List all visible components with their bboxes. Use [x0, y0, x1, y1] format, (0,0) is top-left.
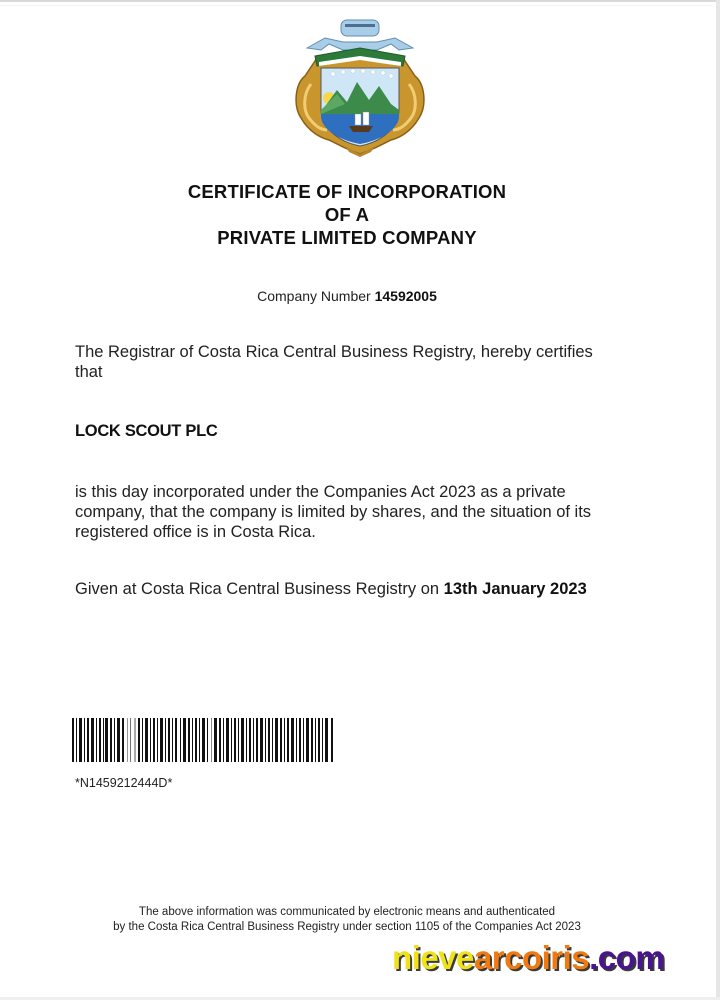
company-name: LOCK SCOUT PLC: [75, 422, 218, 440]
given-at-text: Given at Costa Rica Central Business Registry on: [75, 580, 440, 598]
given-date: 13th January 2023: [443, 580, 587, 598]
watermark-part-2: arcoiris: [473, 939, 590, 976]
page-border-top-inner: [0, 5, 712, 6]
watermark-part-3: .com: [589, 939, 665, 976]
incorporation-paragraph: [75, 482, 635, 542]
certificate-title-line-3: PRIVATE LIMITED COMPANY: [217, 227, 477, 248]
watermark-logo: [392, 939, 664, 977]
footer-note: [0, 905, 694, 935]
page-border-right: [716, 0, 720, 1000]
certify-paragraph: [75, 342, 635, 382]
certificate-title-line-1: CERTIFICATE OF INCORPORATION: [187, 181, 507, 202]
barcode-text: *N1459212444D*: [75, 776, 173, 790]
certify-line-1: The Registrar of Costa Rica Central Business Registry, hereby certifies: [75, 343, 593, 361]
barcode-icon: [72, 718, 334, 762]
company-number-label: Company Number: [257, 288, 371, 304]
coat-of-arms-icon: [285, 14, 435, 158]
footer-line-2: by the Costa Rica Central Business Registry under section 1105 of the Companies Act 2023: [113, 921, 581, 933]
incorporation-line-1: is this day incorporated under the Companies Act 2023 as a private: [75, 483, 566, 501]
company-number-value: 14592005: [374, 288, 437, 304]
footer-line-1: The above information was communicated by electronic means and authenticated: [138, 906, 556, 918]
certify-line-2: that: [75, 363, 103, 381]
incorporation-line-3: registered office is in Costa Rica.: [75, 523, 316, 541]
certificate-title-line-2: OF A: [324, 204, 370, 225]
given-at-line: [75, 579, 635, 599]
company-number-line: [0, 288, 694, 304]
watermark-part-1: nieve: [392, 939, 474, 976]
page-border-top: [0, 0, 720, 2]
incorporation-line-2: company, that the company is limited by shares, and the situation of its: [75, 503, 592, 521]
